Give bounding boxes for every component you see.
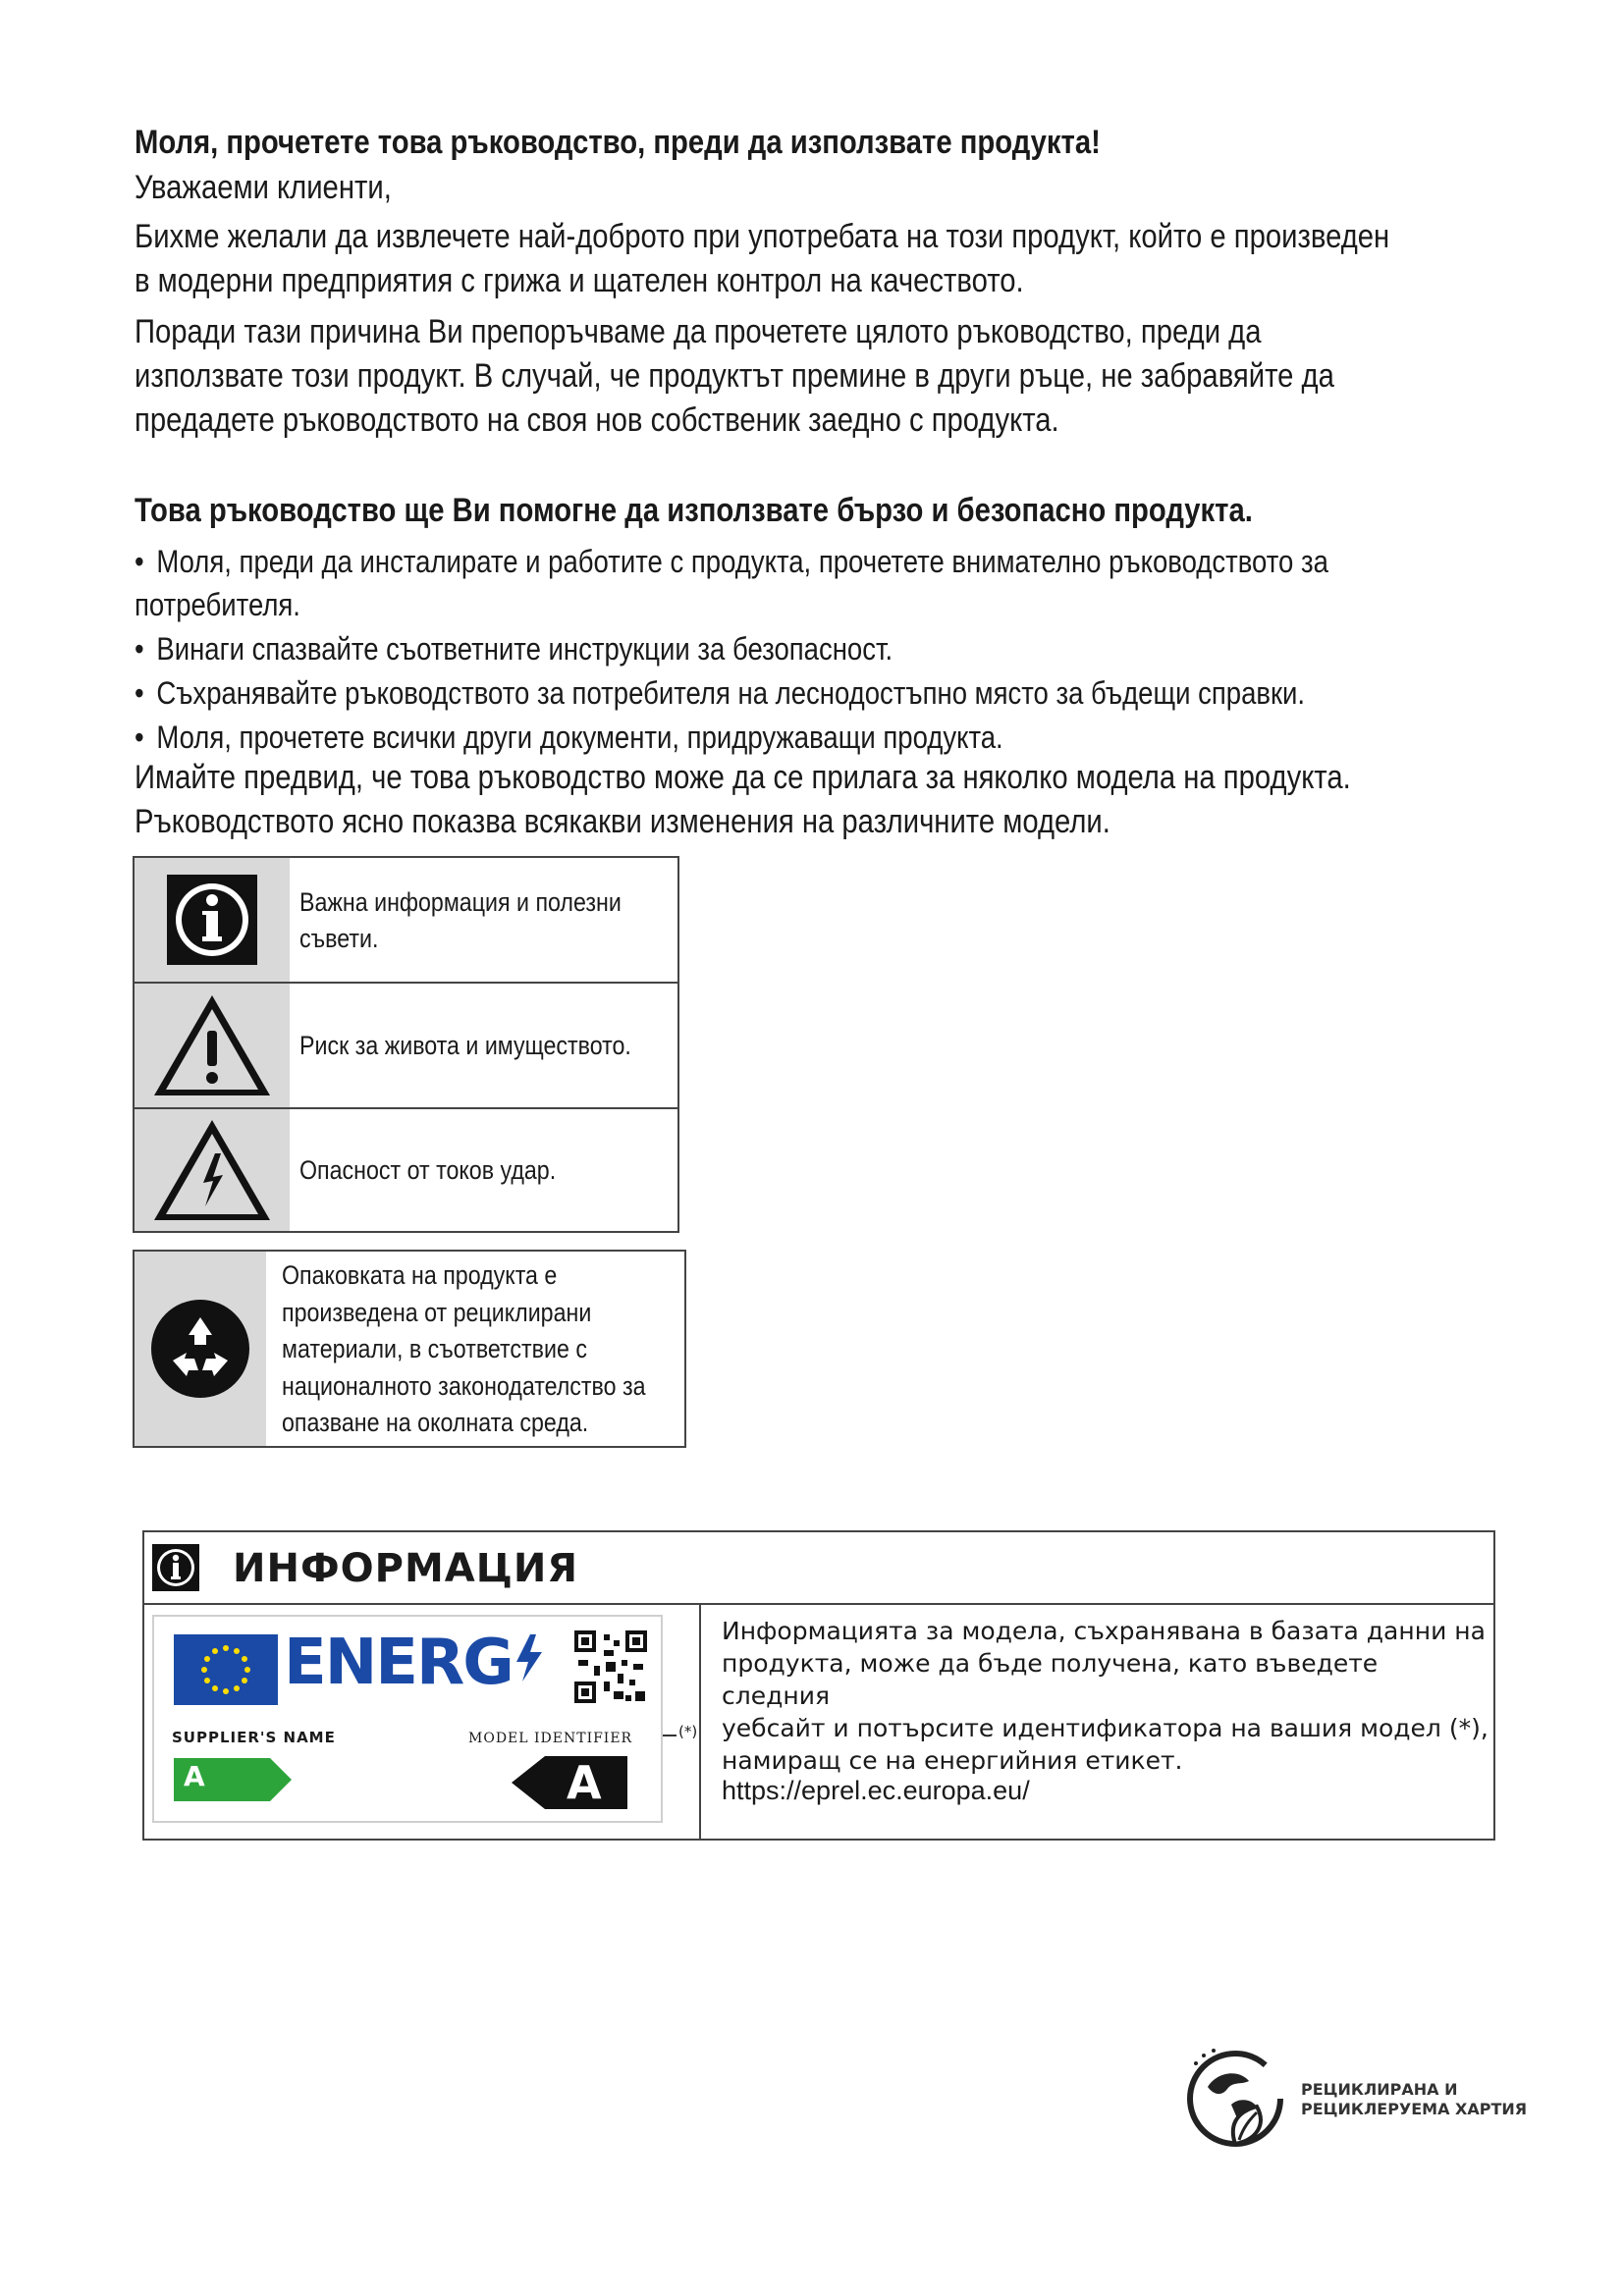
lightning-icon — [513, 1632, 546, 1683]
information-text: Информацията за модела, съхранявана в базата данни на продукта, може да бъде получена, като въведете следния уебсайт и потърсите идентификатора на вашия модел (*), намиращ се на енергийния етикет. — [722, 1617, 1489, 1775]
model-marker: (*) — [678, 1723, 698, 1740]
recycled-paper-logo-icon — [1178, 2042, 1292, 2156]
info-icon — [167, 875, 257, 965]
info-icon — [152, 1544, 199, 1591]
model-identifier-label: MODEL IDENTIFIER — [468, 1731, 633, 1746]
bullet-item-continuation: потребителя. — [135, 587, 300, 622]
qr-code-icon — [574, 1630, 647, 1703]
column-divider — [699, 1605, 701, 1839]
paragraph-1-line-1: Бихме желали да извлечете най-доброто при употребата на този продукт, който е произведен — [135, 218, 1390, 255]
supplier-name-label: SUPPLIER'S NAME — [172, 1729, 336, 1746]
information-box — [142, 1530, 1495, 1841]
energy-label — [152, 1615, 663, 1823]
symbol-description: Риск за живота и имуществото. — [299, 1031, 631, 1060]
note-line-2: Ръководството ясно показва всякакви изменения на различните модели. — [135, 803, 1110, 840]
intro-heading: Моля, прочетете това ръководство, преди да използвате продукта! — [135, 124, 1101, 161]
greeting: Уважаеми клиенти, — [135, 169, 392, 206]
energy-wordmark: ENERG — [284, 1627, 546, 1699]
symbol-legend-table — [133, 856, 679, 1233]
symbol-cell — [135, 858, 290, 982]
recycling-note — [133, 1250, 686, 1448]
pointer-line — [663, 1735, 677, 1736]
symbol-row-shock — [135, 1109, 677, 1231]
symbol-row-risk — [135, 984, 677, 1109]
warning-triangle-icon — [150, 991, 274, 1099]
note-line-1: Имайте предвид, че това ръководство може да се прилага за няколко модела на продукта. — [135, 759, 1351, 796]
information-header — [144, 1532, 1493, 1605]
guide-heading: Това ръководство ще Ви помогне да използвате бързо и безопасно продукта. — [135, 492, 1253, 529]
paragraph-2-line-1: Поради тази причина Ви препоръчваме да прочетете цялото ръководство, преди да — [135, 313, 1262, 350]
bullet-item: • Моля, преди да инсталирате и работите с продукта, прочетете внимателно ръководството за — [135, 544, 1328, 579]
recycled-paper-caption: РЕЦИКЛИРАНА И РЕЦИКЛЕРУЕМА ХАРТИЯ — [1301, 2080, 1528, 2118]
bullet-item: • Съхранявайте ръководството за потребителя на леснодостъпно място за бъдещи справки. — [135, 675, 1306, 711]
paragraph-1-line-2: в модерни предприятия с грижа и щателен контрол на качеството. — [135, 262, 1024, 299]
energy-class-right: A — [567, 1756, 602, 1809]
symbol-cell — [135, 1252, 266, 1446]
paragraph-2-line-2: използвате този продукт. В случай, че продуктът премине в други ръце, не забравяйте да — [135, 357, 1334, 395]
energy-class-left: A — [184, 1760, 205, 1792]
bullet-item: • Винаги спазвайте съответните инструкции за безопасност. — [135, 631, 893, 667]
recycle-icon — [149, 1298, 251, 1400]
symbol-cell — [135, 1109, 290, 1231]
information-title: ИНФОРМАЦИЯ — [233, 1546, 579, 1591]
symbol-description: Важна информация и полезни съвети. — [299, 887, 622, 953]
eprel-link[interactable]: https://eprel.ec.europa.eu/ — [722, 1776, 1030, 1805]
symbol-description: Опасност от токов удар. — [299, 1155, 557, 1185]
symbol-cell — [135, 984, 290, 1107]
recycling-text: Опаковката на продукта е произведена от рециклирани материали, в съответствие с националното законодателство за опазване на околната среда. — [282, 1260, 646, 1437]
eu-flag-icon — [174, 1634, 278, 1705]
electric-shock-icon — [150, 1116, 274, 1224]
symbol-row-info — [135, 858, 677, 984]
bullet-item: • Моля, прочетете всички други документи, придружаващи продукта. — [135, 720, 1003, 755]
paragraph-2-line-3: предадете ръководството на своя нов собственик заедно с продукта. — [135, 401, 1059, 439]
